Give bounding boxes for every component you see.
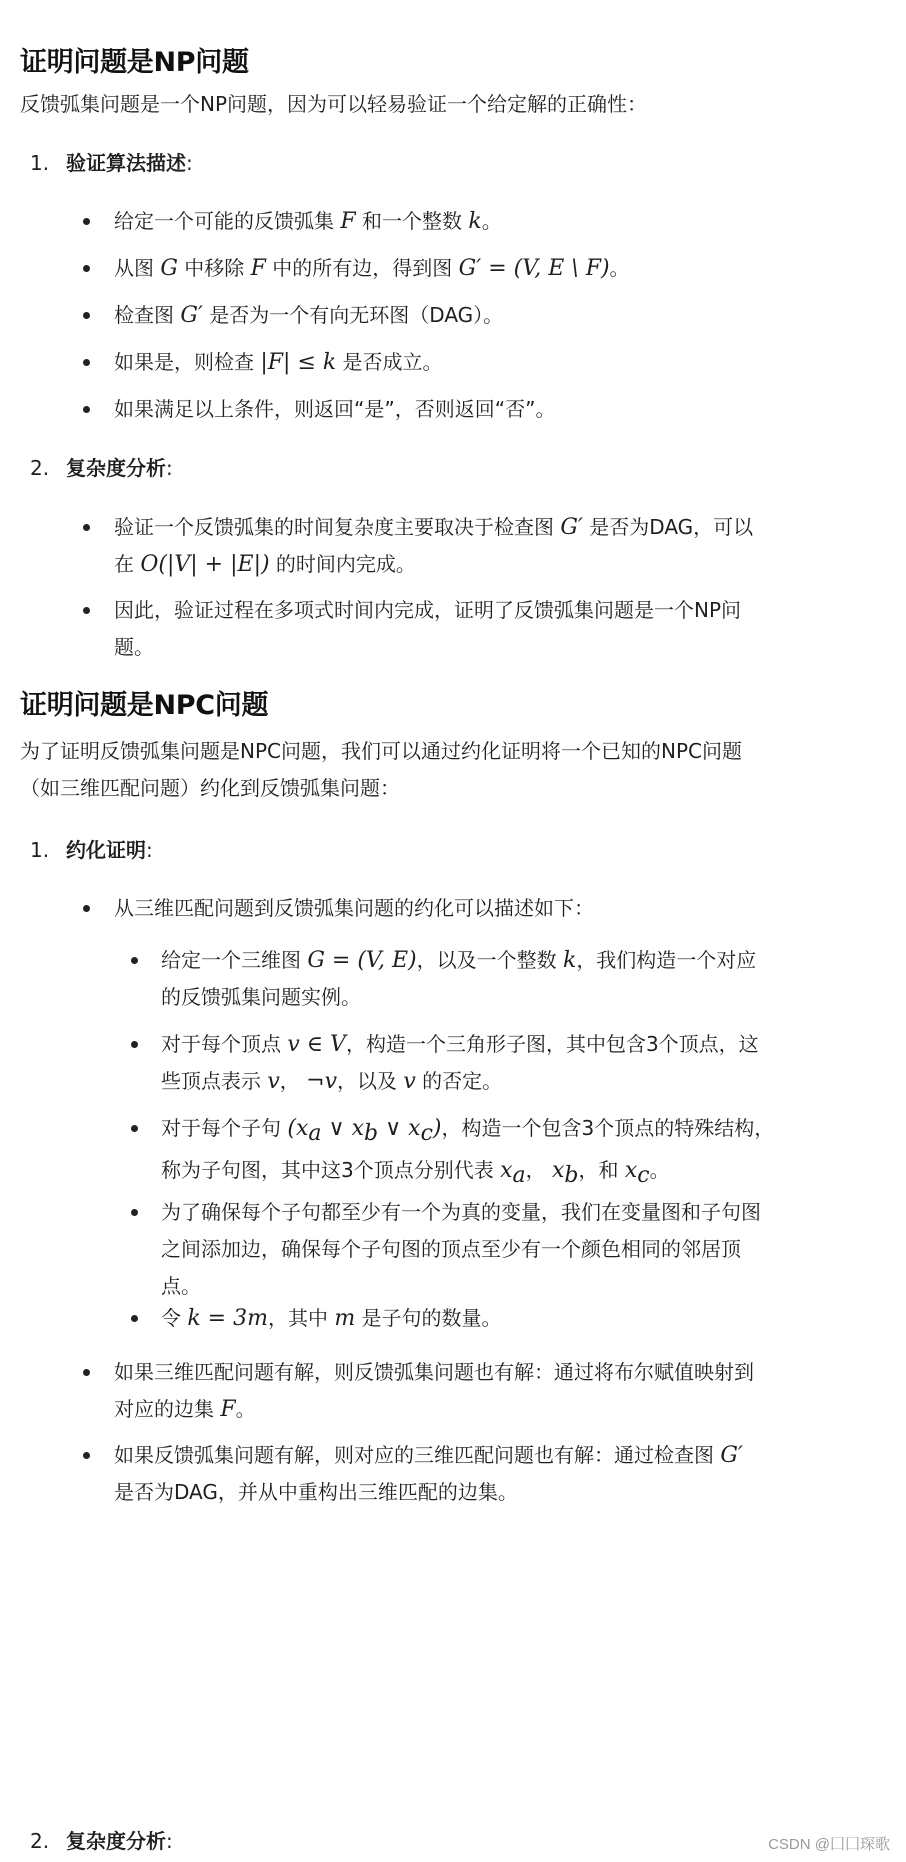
bullet-dot [83, 1369, 90, 1376]
text: 。 [649, 1158, 670, 1182]
bullet-dot [83, 218, 90, 225]
item-colon: : [166, 1829, 173, 1853]
text: 从图 [114, 256, 161, 280]
bullet-dot [131, 1315, 138, 1322]
sub-list-item [161, 1026, 896, 1100]
text: 称为子句图，其中这3个顶点分别代表 [161, 1158, 501, 1182]
text: ，和 [578, 1158, 625, 1182]
bullet-dot [83, 1452, 90, 1459]
text: ，以及一个整数 [416, 948, 563, 972]
math: ) [432, 1116, 442, 1141]
text: 题。 [114, 635, 154, 659]
math: m [334, 1306, 356, 1331]
list-item [114, 1354, 894, 1428]
section-intro-npc [20, 733, 890, 807]
math: k [468, 209, 482, 234]
list-item [114, 203, 894, 240]
math: ¬v [306, 1069, 338, 1094]
text: 为了证明反馈弧集问题是NPC问题，我们可以通过约化证明将一个已知的NPC问题 [20, 739, 742, 763]
text: ，其中 [267, 1306, 335, 1330]
item-number: 2. [30, 456, 50, 480]
text: 是否为DAG，可以 [582, 515, 754, 539]
text: ， [525, 1158, 552, 1182]
math: ∨ x [321, 1116, 364, 1141]
math: F [220, 1397, 236, 1422]
numbered-item-complexity [30, 453, 173, 483]
text: 给定一个三维图 [161, 948, 308, 972]
section-heading-npc: 证明问题是NPC问题 [20, 690, 269, 721]
math: |F| ≤ k [260, 350, 337, 375]
text: ，构造一个包含3个顶点的特殊结构， [441, 1116, 775, 1140]
text: 是子句的数量。 [355, 1306, 502, 1330]
text: 。 [235, 1397, 256, 1421]
math: k = 3m [187, 1306, 268, 1331]
list-item [114, 344, 894, 381]
bullet-dot [131, 1041, 138, 1048]
sub-list-item [161, 1110, 896, 1194]
list-item [114, 509, 894, 583]
text: 因此，验证过程在多项式时间内完成，证明了反馈弧集问题是一个NP问 [114, 598, 742, 622]
text: 对于每个子句 [161, 1116, 288, 1140]
bullet-dot [83, 265, 90, 272]
bullet-dot [131, 957, 138, 964]
text: 。 [609, 256, 630, 280]
text: ，以及 [337, 1069, 404, 1093]
math: F [340, 209, 356, 234]
sub-list-item [161, 1300, 896, 1337]
text: 些顶点表示 [161, 1069, 268, 1093]
section-heading-np: 证明问题是NP问题 [20, 47, 249, 78]
text: （如三维匹配问题）约化到反馈弧集问题： [20, 776, 400, 800]
math: O(|V| + |E|) [140, 552, 270, 577]
math-subscript: c [420, 1121, 433, 1146]
text: 对于每个顶点 [161, 1032, 288, 1056]
math-subscript: b [564, 1163, 579, 1188]
text: 从三维匹配问题到反馈弧集问题的约化可以描述如下： [114, 896, 594, 920]
text: 是否成立。 [336, 350, 443, 374]
item-colon: : [146, 838, 153, 862]
numbered-item-complexity-npc [30, 1826, 173, 1856]
text: 为了确保每个子句都至少有一个为真的变量，我们在变量图和子句图 [161, 1200, 761, 1224]
text: 对应的边集 [114, 1397, 221, 1421]
text: 中的所有边，得到图 [265, 256, 459, 280]
math-subscript: a [308, 1121, 322, 1146]
text: 验证一个反馈弧集的时间复杂度主要取决于检查图 [114, 515, 561, 539]
math: G′ [180, 303, 203, 328]
text: 之间添加边，确保每个子句图的顶点至少有一个颜色相同的邻居顶 [161, 1237, 741, 1261]
text: 如果满足以上条件，则返回“是”，否则返回“否”。 [114, 397, 556, 421]
text: 如果三维匹配问题有解，则反馈弧集问题也有解：通过将布尔赋值映射到 [114, 1360, 754, 1384]
bullet-dot [83, 905, 90, 912]
text: 如果反馈弧集问题有解，则对应的三维匹配问题也有解：通过检查图 [114, 1443, 721, 1467]
bullet-dot [131, 1125, 138, 1132]
math: G′ [720, 1443, 743, 1468]
math-subscript: c [637, 1163, 650, 1188]
item-colon: : [186, 151, 193, 175]
math: v [267, 1069, 280, 1094]
list-item [114, 250, 894, 287]
text: 和一个整数 [355, 209, 469, 233]
item-label: 复杂度分析 [66, 1829, 166, 1853]
bullet-dot [83, 607, 90, 614]
math: G′ = (V, E \ F) [458, 256, 610, 281]
math-subscript: b [363, 1121, 379, 1146]
math: G = (V, E) [307, 948, 417, 973]
text: 是否为DAG，并从中重构出三维匹配的边集。 [114, 1480, 518, 1504]
section-intro-np: 反馈弧集问题是一个NP问题，因为可以轻易验证一个给定解的正确性： [20, 92, 648, 116]
list-item [114, 890, 894, 927]
bullet-dot [83, 312, 90, 319]
text: 的反馈弧集问题实例。 [161, 985, 361, 1009]
text: ， [279, 1069, 307, 1093]
item-colon: : [166, 456, 173, 480]
sub-list-item [161, 942, 896, 1016]
list-item [114, 297, 894, 334]
text: 令 [161, 1306, 188, 1330]
bullet-dot [83, 406, 90, 413]
list-item [114, 391, 894, 428]
numbered-item-reduction [30, 835, 153, 865]
item-number: 2. [30, 1829, 50, 1853]
math: v [403, 1069, 416, 1094]
item-label: 约化证明 [66, 838, 146, 862]
math: x [624, 1158, 638, 1183]
math: G′ [560, 515, 583, 540]
math: G [160, 256, 178, 281]
text: ，构造一个三角形子图，其中包含3个顶点，这 [345, 1032, 759, 1056]
bullet-dot [83, 359, 90, 366]
math: F [250, 256, 266, 281]
text: ，我们构造一个对应 [576, 948, 757, 972]
text: 检查图 [114, 303, 181, 327]
list-item [114, 1437, 894, 1511]
text: 是否为一个有向无环图（DAG）。 [202, 303, 504, 327]
text: 给定一个可能的反馈弧集 [114, 209, 341, 233]
text: 在 [114, 552, 141, 576]
bullet-dot [131, 1209, 138, 1216]
math: (x [287, 1116, 309, 1141]
item-label: 验证算法描述 [66, 151, 186, 175]
text: 的否定。 [415, 1069, 503, 1093]
list-item [114, 592, 894, 666]
math: x [500, 1158, 513, 1183]
math: ∨ x [378, 1116, 421, 1141]
numbered-item-verify [30, 148, 193, 178]
bullet-dot [83, 524, 90, 531]
text: 中移除 [177, 256, 251, 280]
item-number: 1. [30, 151, 50, 175]
math: v ∈ V [287, 1032, 346, 1057]
csdn-watermark: CSDN @囗囗琛歌 [768, 1836, 890, 1853]
math: x [552, 1158, 565, 1183]
text: 如果是，则检查 [114, 350, 261, 374]
text: 的时间内完成。 [269, 552, 416, 576]
item-label: 复杂度分析 [66, 456, 166, 480]
item-number: 1. [30, 838, 50, 862]
math-subscript: a [512, 1163, 526, 1188]
text: 。 [481, 209, 502, 233]
math: k [562, 948, 577, 973]
text: 点。 [161, 1274, 201, 1298]
sub-list-item [161, 1194, 896, 1305]
